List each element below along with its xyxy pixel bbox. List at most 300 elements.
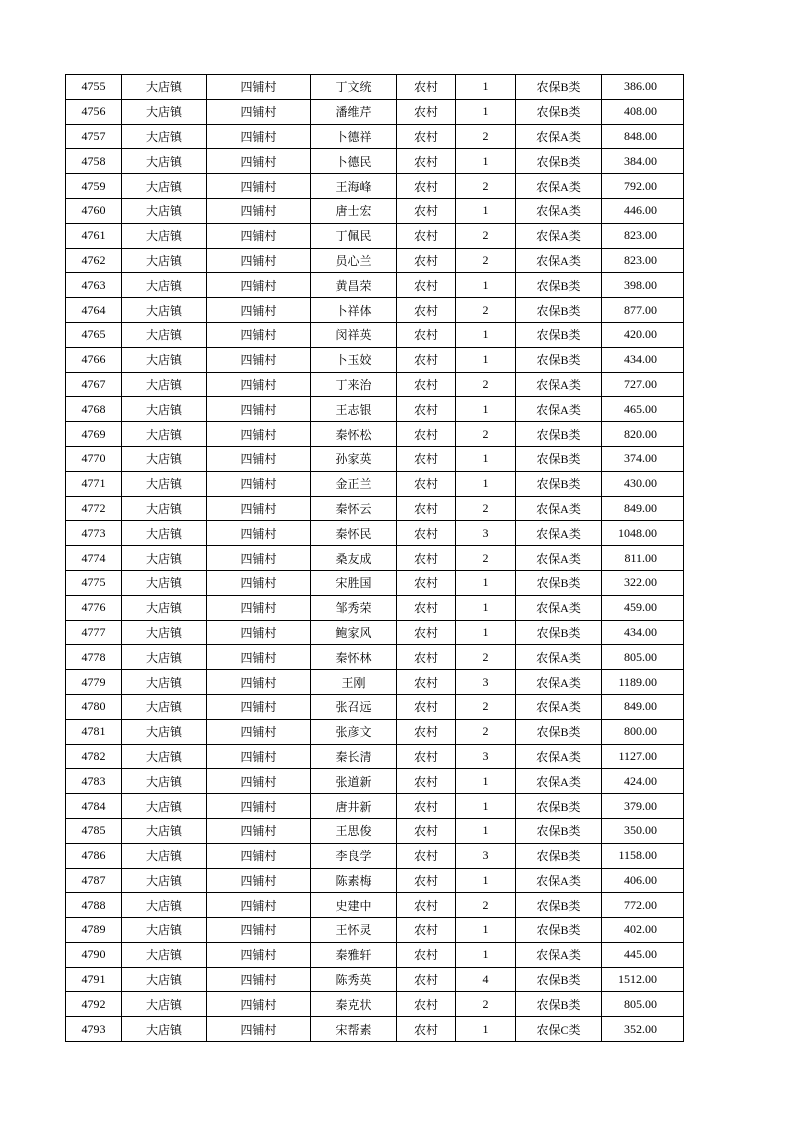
- cell-household-type: 农村: [397, 843, 456, 868]
- cell-town: 大店镇: [122, 918, 207, 943]
- cell-serial: 4773: [66, 521, 122, 546]
- cell-name: 唐士宏: [311, 198, 397, 223]
- table-row: [66, 99, 684, 124]
- cell-amount: 465.00: [602, 397, 684, 422]
- table-row: [66, 843, 684, 868]
- cell-village: 四铺村: [207, 893, 311, 918]
- cell-serial: 4793: [66, 1017, 122, 1042]
- cell-town: 大店镇: [122, 620, 207, 645]
- cell-serial: 4770: [66, 446, 122, 471]
- cell-serial: 4761: [66, 223, 122, 248]
- cell-person-count: 3: [456, 670, 516, 695]
- cell-town: 大店镇: [122, 521, 207, 546]
- cell-serial: 4784: [66, 794, 122, 819]
- cell-household-type: 农村: [397, 546, 456, 571]
- cell-person-count: 1: [456, 794, 516, 819]
- table-row: [66, 372, 684, 397]
- cell-village: 四铺村: [207, 769, 311, 794]
- cell-insurance-category: 农保B类: [516, 322, 602, 347]
- cell-town: 大店镇: [122, 992, 207, 1017]
- cell-serial: 4757: [66, 124, 122, 149]
- cell-serial: 4759: [66, 174, 122, 199]
- cell-amount: 434.00: [602, 620, 684, 645]
- cell-person-count: 1: [456, 347, 516, 372]
- cell-serial: 4772: [66, 496, 122, 521]
- cell-household-type: 农村: [397, 570, 456, 595]
- cell-person-count: 2: [456, 496, 516, 521]
- cell-village: 四铺村: [207, 273, 311, 298]
- table-row: [66, 471, 684, 496]
- cell-town: 大店镇: [122, 546, 207, 571]
- cell-person-count: 1: [456, 620, 516, 645]
- cell-town: 大店镇: [122, 645, 207, 670]
- cell-person-count: 1: [456, 595, 516, 620]
- table-row: [66, 744, 684, 769]
- cell-name: 王志银: [311, 397, 397, 422]
- cell-amount: 1048.00: [602, 521, 684, 546]
- cell-name: 王怀灵: [311, 918, 397, 943]
- table-row: [66, 719, 684, 744]
- cell-amount: 849.00: [602, 694, 684, 719]
- cell-village: 四铺村: [207, 422, 311, 447]
- cell-serial: 4771: [66, 471, 122, 496]
- cell-amount: 1512.00: [602, 967, 684, 992]
- cell-amount: 805.00: [602, 645, 684, 670]
- table-row: [66, 248, 684, 273]
- cell-serial: 4787: [66, 868, 122, 893]
- cell-village: 四铺村: [207, 818, 311, 843]
- cell-town: 大店镇: [122, 843, 207, 868]
- cell-town: 大店镇: [122, 670, 207, 695]
- cell-insurance-category: 农保A类: [516, 521, 602, 546]
- cell-household-type: 农村: [397, 694, 456, 719]
- cell-village: 四铺村: [207, 570, 311, 595]
- cell-insurance-category: 农保A类: [516, 744, 602, 769]
- cell-household-type: 农村: [397, 670, 456, 695]
- cell-insurance-category: 农保A类: [516, 868, 602, 893]
- cell-village: 四铺村: [207, 446, 311, 471]
- cell-person-count: 1: [456, 322, 516, 347]
- cell-person-count: 2: [456, 694, 516, 719]
- cell-household-type: 农村: [397, 397, 456, 422]
- cell-household-type: 农村: [397, 248, 456, 273]
- cell-person-count: 2: [456, 248, 516, 273]
- cell-name: 秦克状: [311, 992, 397, 1017]
- cell-insurance-category: 农保B类: [516, 149, 602, 174]
- benefits-table: [65, 74, 684, 1042]
- cell-amount: 374.00: [602, 446, 684, 471]
- cell-insurance-category: 农保B类: [516, 620, 602, 645]
- cell-village: 四铺村: [207, 843, 311, 868]
- cell-amount: 823.00: [602, 223, 684, 248]
- cell-insurance-category: 农保A类: [516, 397, 602, 422]
- cell-insurance-category: 农保A类: [516, 372, 602, 397]
- cell-insurance-category: 农保B类: [516, 273, 602, 298]
- cell-village: 四铺村: [207, 75, 311, 100]
- cell-town: 大店镇: [122, 372, 207, 397]
- cell-name: 员心兰: [311, 248, 397, 273]
- cell-insurance-category: 农保A类: [516, 223, 602, 248]
- cell-serial: 4774: [66, 546, 122, 571]
- cell-insurance-category: 农保A类: [516, 645, 602, 670]
- table-row: [66, 174, 684, 199]
- cell-person-count: 2: [456, 124, 516, 149]
- cell-insurance-category: 农保B类: [516, 99, 602, 124]
- cell-person-count: 3: [456, 744, 516, 769]
- table-row: [66, 595, 684, 620]
- cell-town: 大店镇: [122, 967, 207, 992]
- cell-household-type: 农村: [397, 298, 456, 323]
- cell-serial: 4766: [66, 347, 122, 372]
- cell-person-count: 2: [456, 893, 516, 918]
- cell-village: 四铺村: [207, 645, 311, 670]
- cell-person-count: 1: [456, 769, 516, 794]
- cell-amount: 424.00: [602, 769, 684, 794]
- cell-town: 大店镇: [122, 248, 207, 273]
- table-row: [66, 694, 684, 719]
- cell-name: 鲍家风: [311, 620, 397, 645]
- cell-person-count: 3: [456, 521, 516, 546]
- table-row: [66, 794, 684, 819]
- cell-name: 孙家英: [311, 446, 397, 471]
- cell-name: 秦怀松: [311, 422, 397, 447]
- cell-household-type: 农村: [397, 1017, 456, 1042]
- cell-insurance-category: 农保B类: [516, 992, 602, 1017]
- cell-name: 王思俊: [311, 818, 397, 843]
- cell-name: 王海峰: [311, 174, 397, 199]
- cell-town: 大店镇: [122, 347, 207, 372]
- cell-town: 大店镇: [122, 942, 207, 967]
- cell-insurance-category: 农保B类: [516, 843, 602, 868]
- cell-name: 卜玉姣: [311, 347, 397, 372]
- table-row: [66, 967, 684, 992]
- cell-town: 大店镇: [122, 794, 207, 819]
- cell-town: 大店镇: [122, 149, 207, 174]
- cell-person-count: 1: [456, 1017, 516, 1042]
- cell-town: 大店镇: [122, 397, 207, 422]
- cell-household-type: 农村: [397, 174, 456, 199]
- cell-insurance-category: 农保A类: [516, 198, 602, 223]
- cell-town: 大店镇: [122, 422, 207, 447]
- cell-insurance-category: 农保B类: [516, 446, 602, 471]
- cell-village: 四铺村: [207, 868, 311, 893]
- cell-serial: 4768: [66, 397, 122, 422]
- cell-amount: 402.00: [602, 918, 684, 943]
- table-row: [66, 347, 684, 372]
- cell-serial: 4792: [66, 992, 122, 1017]
- cell-village: 四铺村: [207, 595, 311, 620]
- cell-town: 大店镇: [122, 322, 207, 347]
- cell-amount: 446.00: [602, 198, 684, 223]
- cell-household-type: 农村: [397, 446, 456, 471]
- cell-name: 陈素梅: [311, 868, 397, 893]
- cell-name: 张召远: [311, 694, 397, 719]
- cell-village: 四铺村: [207, 719, 311, 744]
- cell-amount: 406.00: [602, 868, 684, 893]
- cell-household-type: 农村: [397, 273, 456, 298]
- cell-insurance-category: 农保A类: [516, 496, 602, 521]
- cell-household-type: 农村: [397, 719, 456, 744]
- cell-insurance-category: 农保B类: [516, 471, 602, 496]
- cell-amount: 849.00: [602, 496, 684, 521]
- cell-person-count: 1: [456, 570, 516, 595]
- cell-household-type: 农村: [397, 322, 456, 347]
- cell-person-count: 2: [456, 372, 516, 397]
- cell-town: 大店镇: [122, 595, 207, 620]
- cell-name: 王刚: [311, 670, 397, 695]
- cell-insurance-category: 农保A类: [516, 769, 602, 794]
- table-row: [66, 818, 684, 843]
- cell-person-count: 1: [456, 149, 516, 174]
- cell-household-type: 农村: [397, 893, 456, 918]
- cell-name: 李良学: [311, 843, 397, 868]
- cell-name: 张道新: [311, 769, 397, 794]
- cell-name: 宋胜国: [311, 570, 397, 595]
- cell-name: 秦长清: [311, 744, 397, 769]
- cell-household-type: 农村: [397, 75, 456, 100]
- cell-amount: 322.00: [602, 570, 684, 595]
- cell-insurance-category: 农保A类: [516, 174, 602, 199]
- cell-town: 大店镇: [122, 223, 207, 248]
- cell-insurance-category: 农保B类: [516, 422, 602, 447]
- cell-household-type: 农村: [397, 124, 456, 149]
- cell-village: 四铺村: [207, 967, 311, 992]
- cell-amount: 800.00: [602, 719, 684, 744]
- cell-household-type: 农村: [397, 198, 456, 223]
- cell-person-count: 2: [456, 546, 516, 571]
- table-row: [66, 322, 684, 347]
- cell-name: 丁来治: [311, 372, 397, 397]
- cell-person-count: 2: [456, 223, 516, 248]
- cell-insurance-category: 农保B类: [516, 570, 602, 595]
- cell-amount: 434.00: [602, 347, 684, 372]
- cell-town: 大店镇: [122, 99, 207, 124]
- cell-town: 大店镇: [122, 446, 207, 471]
- cell-household-type: 农村: [397, 744, 456, 769]
- cell-name: 宋帮素: [311, 1017, 397, 1042]
- cell-village: 四铺村: [207, 397, 311, 422]
- cell-amount: 420.00: [602, 322, 684, 347]
- cell-insurance-category: 农保A类: [516, 248, 602, 273]
- cell-village: 四铺村: [207, 198, 311, 223]
- cell-town: 大店镇: [122, 1017, 207, 1042]
- cell-serial: 4783: [66, 769, 122, 794]
- table-row: [66, 496, 684, 521]
- cell-town: 大店镇: [122, 273, 207, 298]
- cell-serial: 4790: [66, 942, 122, 967]
- cell-town: 大店镇: [122, 496, 207, 521]
- cell-town: 大店镇: [122, 75, 207, 100]
- cell-serial: 4764: [66, 298, 122, 323]
- cell-town: 大店镇: [122, 198, 207, 223]
- cell-person-count: 2: [456, 298, 516, 323]
- cell-insurance-category: 农保B类: [516, 75, 602, 100]
- cell-village: 四铺村: [207, 372, 311, 397]
- cell-amount: 445.00: [602, 942, 684, 967]
- cell-serial: 4765: [66, 322, 122, 347]
- table-row: [66, 75, 684, 100]
- cell-amount: 350.00: [602, 818, 684, 843]
- table-row: [66, 521, 684, 546]
- cell-amount: 823.00: [602, 248, 684, 273]
- cell-serial: 4781: [66, 719, 122, 744]
- cell-person-count: 1: [456, 818, 516, 843]
- cell-household-type: 农村: [397, 992, 456, 1017]
- cell-serial: 4755: [66, 75, 122, 100]
- cell-insurance-category: 农保B类: [516, 719, 602, 744]
- cell-serial: 4777: [66, 620, 122, 645]
- cell-amount: 1158.00: [602, 843, 684, 868]
- cell-town: 大店镇: [122, 174, 207, 199]
- cell-serial: 4782: [66, 744, 122, 769]
- table-row: [66, 1017, 684, 1042]
- cell-village: 四铺村: [207, 942, 311, 967]
- cell-serial: 4758: [66, 149, 122, 174]
- cell-serial: 4760: [66, 198, 122, 223]
- cell-household-type: 农村: [397, 471, 456, 496]
- cell-insurance-category: 农保A类: [516, 670, 602, 695]
- cell-household-type: 农村: [397, 223, 456, 248]
- cell-village: 四铺村: [207, 347, 311, 372]
- cell-insurance-category: 农保B类: [516, 918, 602, 943]
- cell-serial: 4785: [66, 818, 122, 843]
- cell-town: 大店镇: [122, 298, 207, 323]
- cell-serial: 4767: [66, 372, 122, 397]
- cell-person-count: 1: [456, 198, 516, 223]
- cell-amount: 398.00: [602, 273, 684, 298]
- cell-person-count: 1: [456, 471, 516, 496]
- cell-household-type: 农村: [397, 422, 456, 447]
- cell-town: 大店镇: [122, 868, 207, 893]
- cell-household-type: 农村: [397, 347, 456, 372]
- cell-household-type: 农村: [397, 372, 456, 397]
- cell-name: 邹秀荣: [311, 595, 397, 620]
- cell-amount: 1189.00: [602, 670, 684, 695]
- cell-household-type: 农村: [397, 818, 456, 843]
- table-row: [66, 273, 684, 298]
- cell-insurance-category: 农保B类: [516, 967, 602, 992]
- cell-village: 四铺村: [207, 521, 311, 546]
- cell-village: 四铺村: [207, 620, 311, 645]
- cell-amount: 811.00: [602, 546, 684, 571]
- cell-household-type: 农村: [397, 496, 456, 521]
- cell-name: 丁文统: [311, 75, 397, 100]
- cell-serial: 4756: [66, 99, 122, 124]
- cell-amount: 459.00: [602, 595, 684, 620]
- cell-insurance-category: 农保B类: [516, 893, 602, 918]
- cell-person-count: 1: [456, 397, 516, 422]
- cell-serial: 4769: [66, 422, 122, 447]
- cell-name: 秦怀民: [311, 521, 397, 546]
- cell-village: 四铺村: [207, 794, 311, 819]
- cell-household-type: 农村: [397, 521, 456, 546]
- cell-name: 秦怀林: [311, 645, 397, 670]
- cell-village: 四铺村: [207, 471, 311, 496]
- cell-town: 大店镇: [122, 570, 207, 595]
- cell-insurance-category: 农保A类: [516, 694, 602, 719]
- cell-insurance-category: 农保A类: [516, 942, 602, 967]
- cell-amount: 848.00: [602, 124, 684, 149]
- cell-insurance-category: 农保A类: [516, 124, 602, 149]
- cell-person-count: 1: [456, 99, 516, 124]
- cell-amount: 352.00: [602, 1017, 684, 1042]
- cell-insurance-category: 农保B类: [516, 794, 602, 819]
- table-row: [66, 992, 684, 1017]
- cell-person-count: 1: [456, 942, 516, 967]
- cell-amount: 727.00: [602, 372, 684, 397]
- table-row: [66, 546, 684, 571]
- cell-serial: 4780: [66, 694, 122, 719]
- cell-amount: 384.00: [602, 149, 684, 174]
- cell-name: 黄昌荣: [311, 273, 397, 298]
- cell-village: 四铺村: [207, 1017, 311, 1042]
- cell-household-type: 农村: [397, 967, 456, 992]
- cell-household-type: 农村: [397, 868, 456, 893]
- cell-insurance-category: 农保B类: [516, 818, 602, 843]
- cell-name: 卜德祥: [311, 124, 397, 149]
- cell-village: 四铺村: [207, 174, 311, 199]
- cell-serial: 4762: [66, 248, 122, 273]
- cell-town: 大店镇: [122, 124, 207, 149]
- cell-serial: 4789: [66, 918, 122, 943]
- cell-town: 大店镇: [122, 719, 207, 744]
- cell-town: 大店镇: [122, 893, 207, 918]
- cell-village: 四铺村: [207, 223, 311, 248]
- cell-serial: 4775: [66, 570, 122, 595]
- cell-insurance-category: 农保A类: [516, 546, 602, 571]
- cell-village: 四铺村: [207, 918, 311, 943]
- cell-person-count: 2: [456, 174, 516, 199]
- cell-village: 四铺村: [207, 992, 311, 1017]
- cell-person-count: 1: [456, 918, 516, 943]
- table-row: [66, 942, 684, 967]
- cell-person-count: 2: [456, 422, 516, 447]
- table-row: [66, 446, 684, 471]
- cell-serial: 4763: [66, 273, 122, 298]
- cell-serial: 4776: [66, 595, 122, 620]
- cell-village: 四铺村: [207, 496, 311, 521]
- table-row: [66, 223, 684, 248]
- cell-serial: 4791: [66, 967, 122, 992]
- cell-insurance-category: 农保A类: [516, 595, 602, 620]
- cell-person-count: 2: [456, 992, 516, 1017]
- cell-name: 张彦文: [311, 719, 397, 744]
- cell-household-type: 农村: [397, 794, 456, 819]
- table-row: [66, 422, 684, 447]
- cell-amount: 1127.00: [602, 744, 684, 769]
- cell-amount: 877.00: [602, 298, 684, 323]
- cell-household-type: 农村: [397, 149, 456, 174]
- cell-insurance-category: 农保B类: [516, 298, 602, 323]
- cell-amount: 820.00: [602, 422, 684, 447]
- cell-village: 四铺村: [207, 322, 311, 347]
- table-row: [66, 620, 684, 645]
- table-row: [66, 124, 684, 149]
- cell-amount: 772.00: [602, 893, 684, 918]
- cell-village: 四铺村: [207, 694, 311, 719]
- cell-person-count: 4: [456, 967, 516, 992]
- cell-serial: 4786: [66, 843, 122, 868]
- cell-serial: 4779: [66, 670, 122, 695]
- table-row: [66, 893, 684, 918]
- cell-village: 四铺村: [207, 99, 311, 124]
- cell-household-type: 农村: [397, 769, 456, 794]
- cell-person-count: 1: [456, 75, 516, 100]
- cell-name: 秦怀云: [311, 496, 397, 521]
- cell-household-type: 农村: [397, 918, 456, 943]
- cell-household-type: 农村: [397, 595, 456, 620]
- cell-name: 金正兰: [311, 471, 397, 496]
